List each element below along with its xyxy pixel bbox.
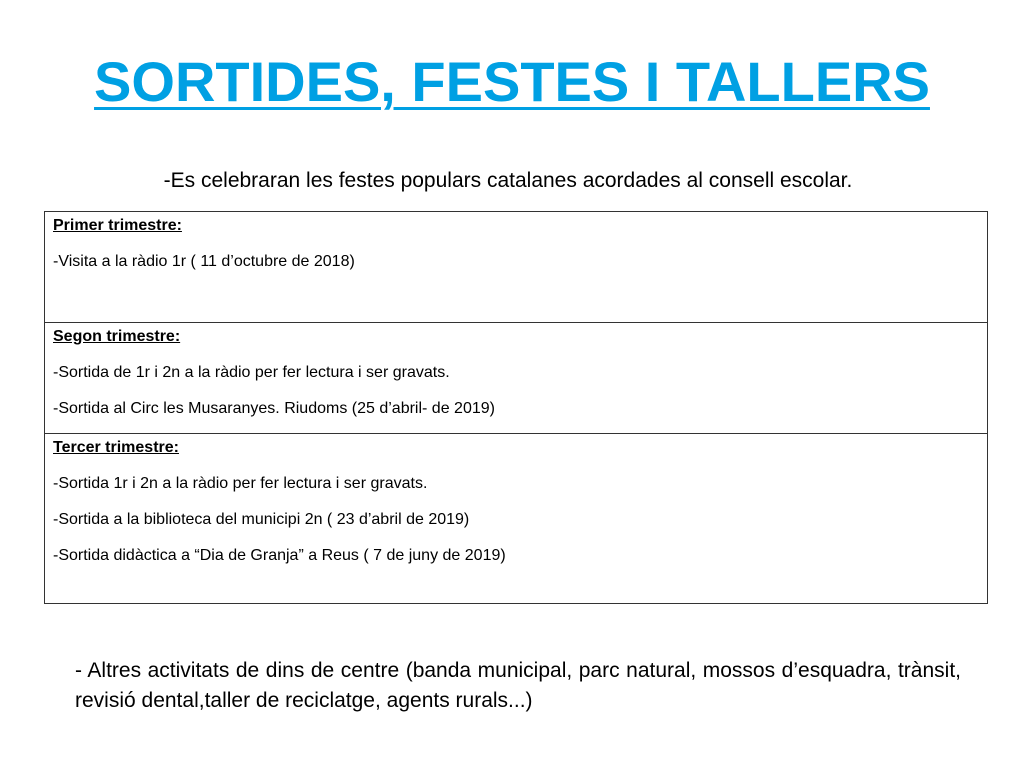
activity-item: -Sortida 1r i 2n a la ràdio per fer lectura i ser gravats. bbox=[53, 475, 428, 492]
intro-text: -Es celebraran les festes populars catalanes acordades al consell escolar. bbox=[163, 169, 853, 192]
trimester-title: Segon trimestre: bbox=[53, 328, 181, 345]
trimester-table bbox=[44, 211, 988, 604]
trimester-title: Primer trimestre: bbox=[53, 217, 182, 234]
activity-item: -Sortida al Circ les Musaranyes. Riudoms (25 d’abril- de 2019) bbox=[53, 400, 495, 417]
trimester-row-first bbox=[45, 212, 987, 322]
trimester-row-third bbox=[45, 433, 987, 603]
slide-title: SORTIDES, FESTES I TALLERS bbox=[94, 50, 930, 113]
activity-item: -Sortida de 1r i 2n a la ràdio per fer lectura i ser gravats. bbox=[53, 364, 450, 381]
activity-item: -Sortida a la biblioteca del municipi 2n ( 23 d’abril de 2019) bbox=[53, 511, 470, 528]
trimester-row-second bbox=[45, 322, 987, 433]
closing-text: - Altres activitats de dins de centre (banda municipal, parc natural, mossos d’esquadra, trànsit, revisió dental,taller de reciclatge, agents rurals...) bbox=[75, 659, 961, 712]
activity-item: -Sortida didàctica a “Dia de Granja” a Reus ( 7 de juny de 2019) bbox=[53, 547, 506, 564]
activity-item: -Visita a la ràdio 1r ( 11 d’octubre de 2018) bbox=[53, 253, 355, 270]
trimester-title: Tercer trimestre: bbox=[53, 439, 179, 456]
